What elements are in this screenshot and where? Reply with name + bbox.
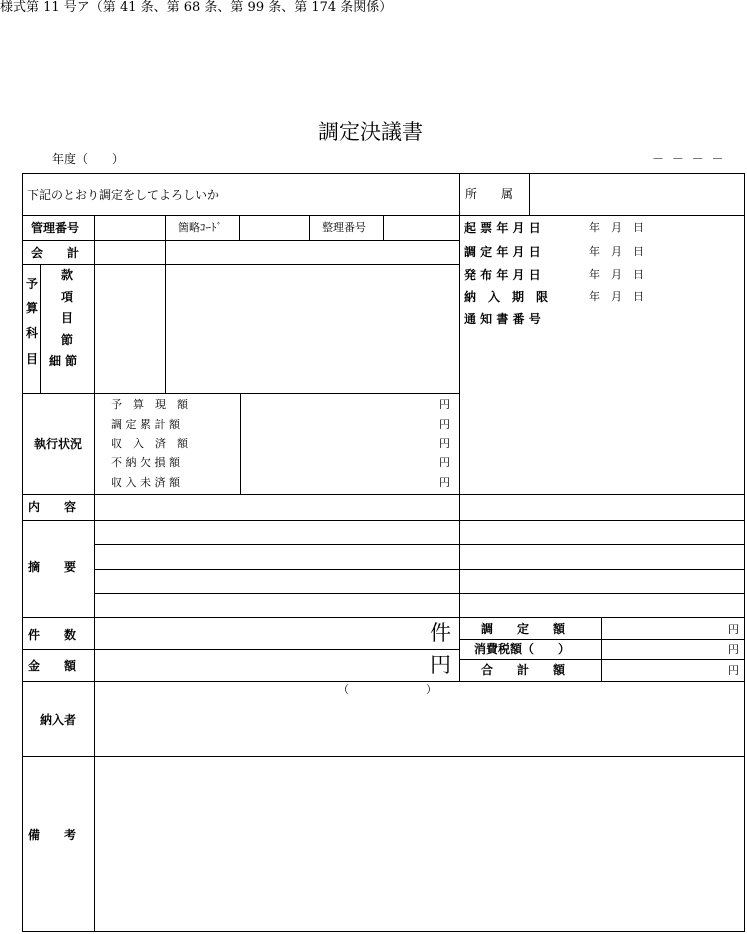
date-value-due[interactable]: 年 月 日 xyxy=(589,290,644,303)
summary-field[interactable] xyxy=(95,521,744,616)
content-field[interactable] xyxy=(95,495,744,519)
payer-paren: （ ） xyxy=(338,683,437,696)
form-number: 様式第 11 号ア（第 41 条、第 68 条、第 99 条、第 174 条関係） xyxy=(0,0,393,15)
abbreviation-code-field[interactable] xyxy=(240,216,308,239)
budget-code-field[interactable] xyxy=(95,265,164,392)
execution-row-label: 予 算 現 額 xyxy=(111,398,188,411)
count-label: 件 数 xyxy=(28,628,77,642)
execution-row-unit: 円 xyxy=(439,476,450,489)
count-field[interactable] xyxy=(95,618,425,648)
budget-item-saisetsu: 細 節 xyxy=(49,354,78,368)
payer-field[interactable] xyxy=(95,697,744,755)
remarks-label: 備 考 xyxy=(28,828,77,842)
budget-char-2: 算 xyxy=(26,301,39,315)
budget-name-field[interactable] xyxy=(166,265,458,392)
consumption-tax-unit: 円 xyxy=(728,643,739,656)
amount-label: 金 額 xyxy=(28,659,77,673)
budget-char-3: 科 xyxy=(26,326,39,340)
budget-char-4: 目 xyxy=(26,352,39,366)
approval-text: 下記のとおり調定をしてよろしいか xyxy=(27,188,220,202)
total-amount-label: 合 計 額 xyxy=(481,663,566,677)
date-label-due: 納 入 期 限 xyxy=(464,290,549,304)
budget-item-kou: 項 xyxy=(61,290,74,304)
date-value-assessment[interactable]: 年 月 日 xyxy=(589,245,644,258)
payer-label: 納入者 xyxy=(40,713,77,727)
reference-number-label: 整理番号 xyxy=(322,221,366,234)
total-amount-unit: 円 xyxy=(728,664,739,677)
execution-row-label: 収 入 未 済 額 xyxy=(111,476,180,489)
abbreviation-code-label: 箇略ｺｰﾄﾞ xyxy=(178,221,222,234)
execution-row-label: 収 入 済 額 xyxy=(111,437,188,450)
management-number-field[interactable] xyxy=(95,216,164,239)
accounting-label: 会 計 xyxy=(31,246,80,260)
date-value-draft[interactable]: 年 月 日 xyxy=(589,221,644,234)
date-label-assessment: 調 定 年 月 日 xyxy=(464,245,541,259)
amount-unit: 円 xyxy=(430,653,451,677)
execution-row-unit: 円 xyxy=(439,456,450,469)
accounting-field[interactable] xyxy=(95,241,458,263)
doc-number-field[interactable]: － － － － xyxy=(652,152,726,166)
count-unit: 件 xyxy=(430,621,451,645)
execution-row-label: 調 定 累 計 額 xyxy=(111,418,180,431)
date-label-issue: 発 布 年 月 日 xyxy=(464,268,541,282)
amount-field[interactable] xyxy=(95,650,425,680)
budget-item-kan: 款 xyxy=(61,268,74,282)
affiliation-field[interactable] xyxy=(530,174,744,214)
remarks-field[interactable] xyxy=(95,757,744,931)
affiliation-label: 所 属 xyxy=(465,187,514,201)
assessed-amount-label: 調 定 額 xyxy=(481,622,566,636)
budget-item-setsu: 節 xyxy=(61,333,74,347)
execution-status-label: 執行状況 xyxy=(34,437,83,451)
assessed-amount-unit: 円 xyxy=(728,623,739,636)
execution-row-label: 不 納 欠 損 額 xyxy=(111,456,180,469)
page-title: 調定決議書 xyxy=(318,120,423,144)
management-number-label: 管理番号 xyxy=(31,221,80,235)
date-value-issue[interactable]: 年 月 日 xyxy=(589,268,644,281)
fiscal-year-field[interactable]: 年度（ ） xyxy=(52,152,125,166)
reference-number-field[interactable] xyxy=(384,216,458,239)
execution-row-unit: 円 xyxy=(439,418,450,431)
execution-row-unit: 円 xyxy=(439,437,450,450)
date-label-draft: 起 票 年 月 日 xyxy=(464,221,541,235)
budget-item-moku: 目 xyxy=(61,311,74,325)
consumption-tax-label: 消費税額（ ） xyxy=(474,642,571,656)
notice-number-label: 通 知 書 番 号 xyxy=(464,312,541,326)
content-label: 内 容 xyxy=(28,500,77,514)
summary-label: 摘 要 xyxy=(28,560,77,574)
budget-char-1: 予 xyxy=(26,277,39,291)
execution-row-unit: 円 xyxy=(439,398,450,411)
